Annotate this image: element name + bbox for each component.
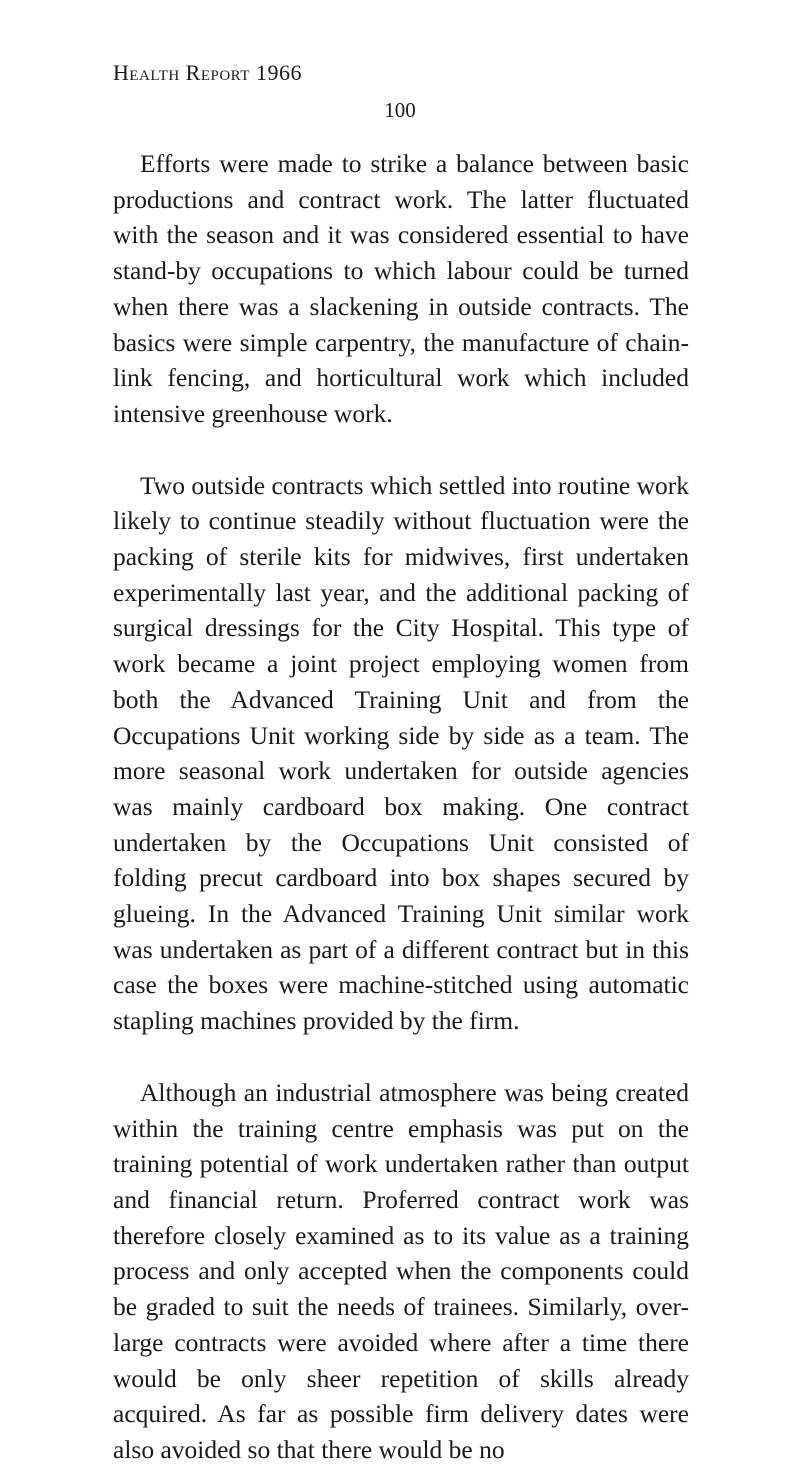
paragraph-3: Although an industrial atmosphere was being created within the training centre emphasis was put on the training potential of work undertaken rather than output and financial return. Proferred contract work was therefore closely examined as to its value as a training process and only accepted when the components could be graded to suit the needs of trainees. Similarly, over-large contracts were avoided where after a time there would be only sheer repetition of skills already acquired. As far as possible firm delivery dates were also avoided so that there would be no	[113, 1077, 689, 1464]
paragraph-2: Two outside contracts which settled into routine work likely to continue steadily without fluctuation were the packing of sterile kits for midwives, first undertaken experimentally last year, and the additional packing of surgical dressings for the City Hospital. This type of work became a joint project employing women from both the Advanced Training Unit and from the Occupations Unit working side by side as a team. The more seasonal work undertaken for outside agencies was mainly cardboard box making. One contract undertaken by the Occupations Unit consisted of folding precut cardboard into box shapes secured by glueing. In the Advanced Training Unit similar work was undertaken as part of a different contract but in this case the boxes were machine-stitched using automatic stapling machines provided by the firm.	[113, 470, 689, 1036]
paragraph-1: Efforts were made to strike a balance between basic productions and contract work. The latter fluctuated with the season and it was considered essential to have stand-by occupations to which labour could be turned when there was a slackening in outside contracts. The basics were simple carpentry, the manufacture of chain-link fencing, and horticultural work which included intensive greenhouse work.	[113, 149, 689, 428]
running-title: Health Report 1966	[113, 60, 302, 85]
body-text	[113, 146, 689, 1468]
page-number: 100	[384, 98, 416, 122]
